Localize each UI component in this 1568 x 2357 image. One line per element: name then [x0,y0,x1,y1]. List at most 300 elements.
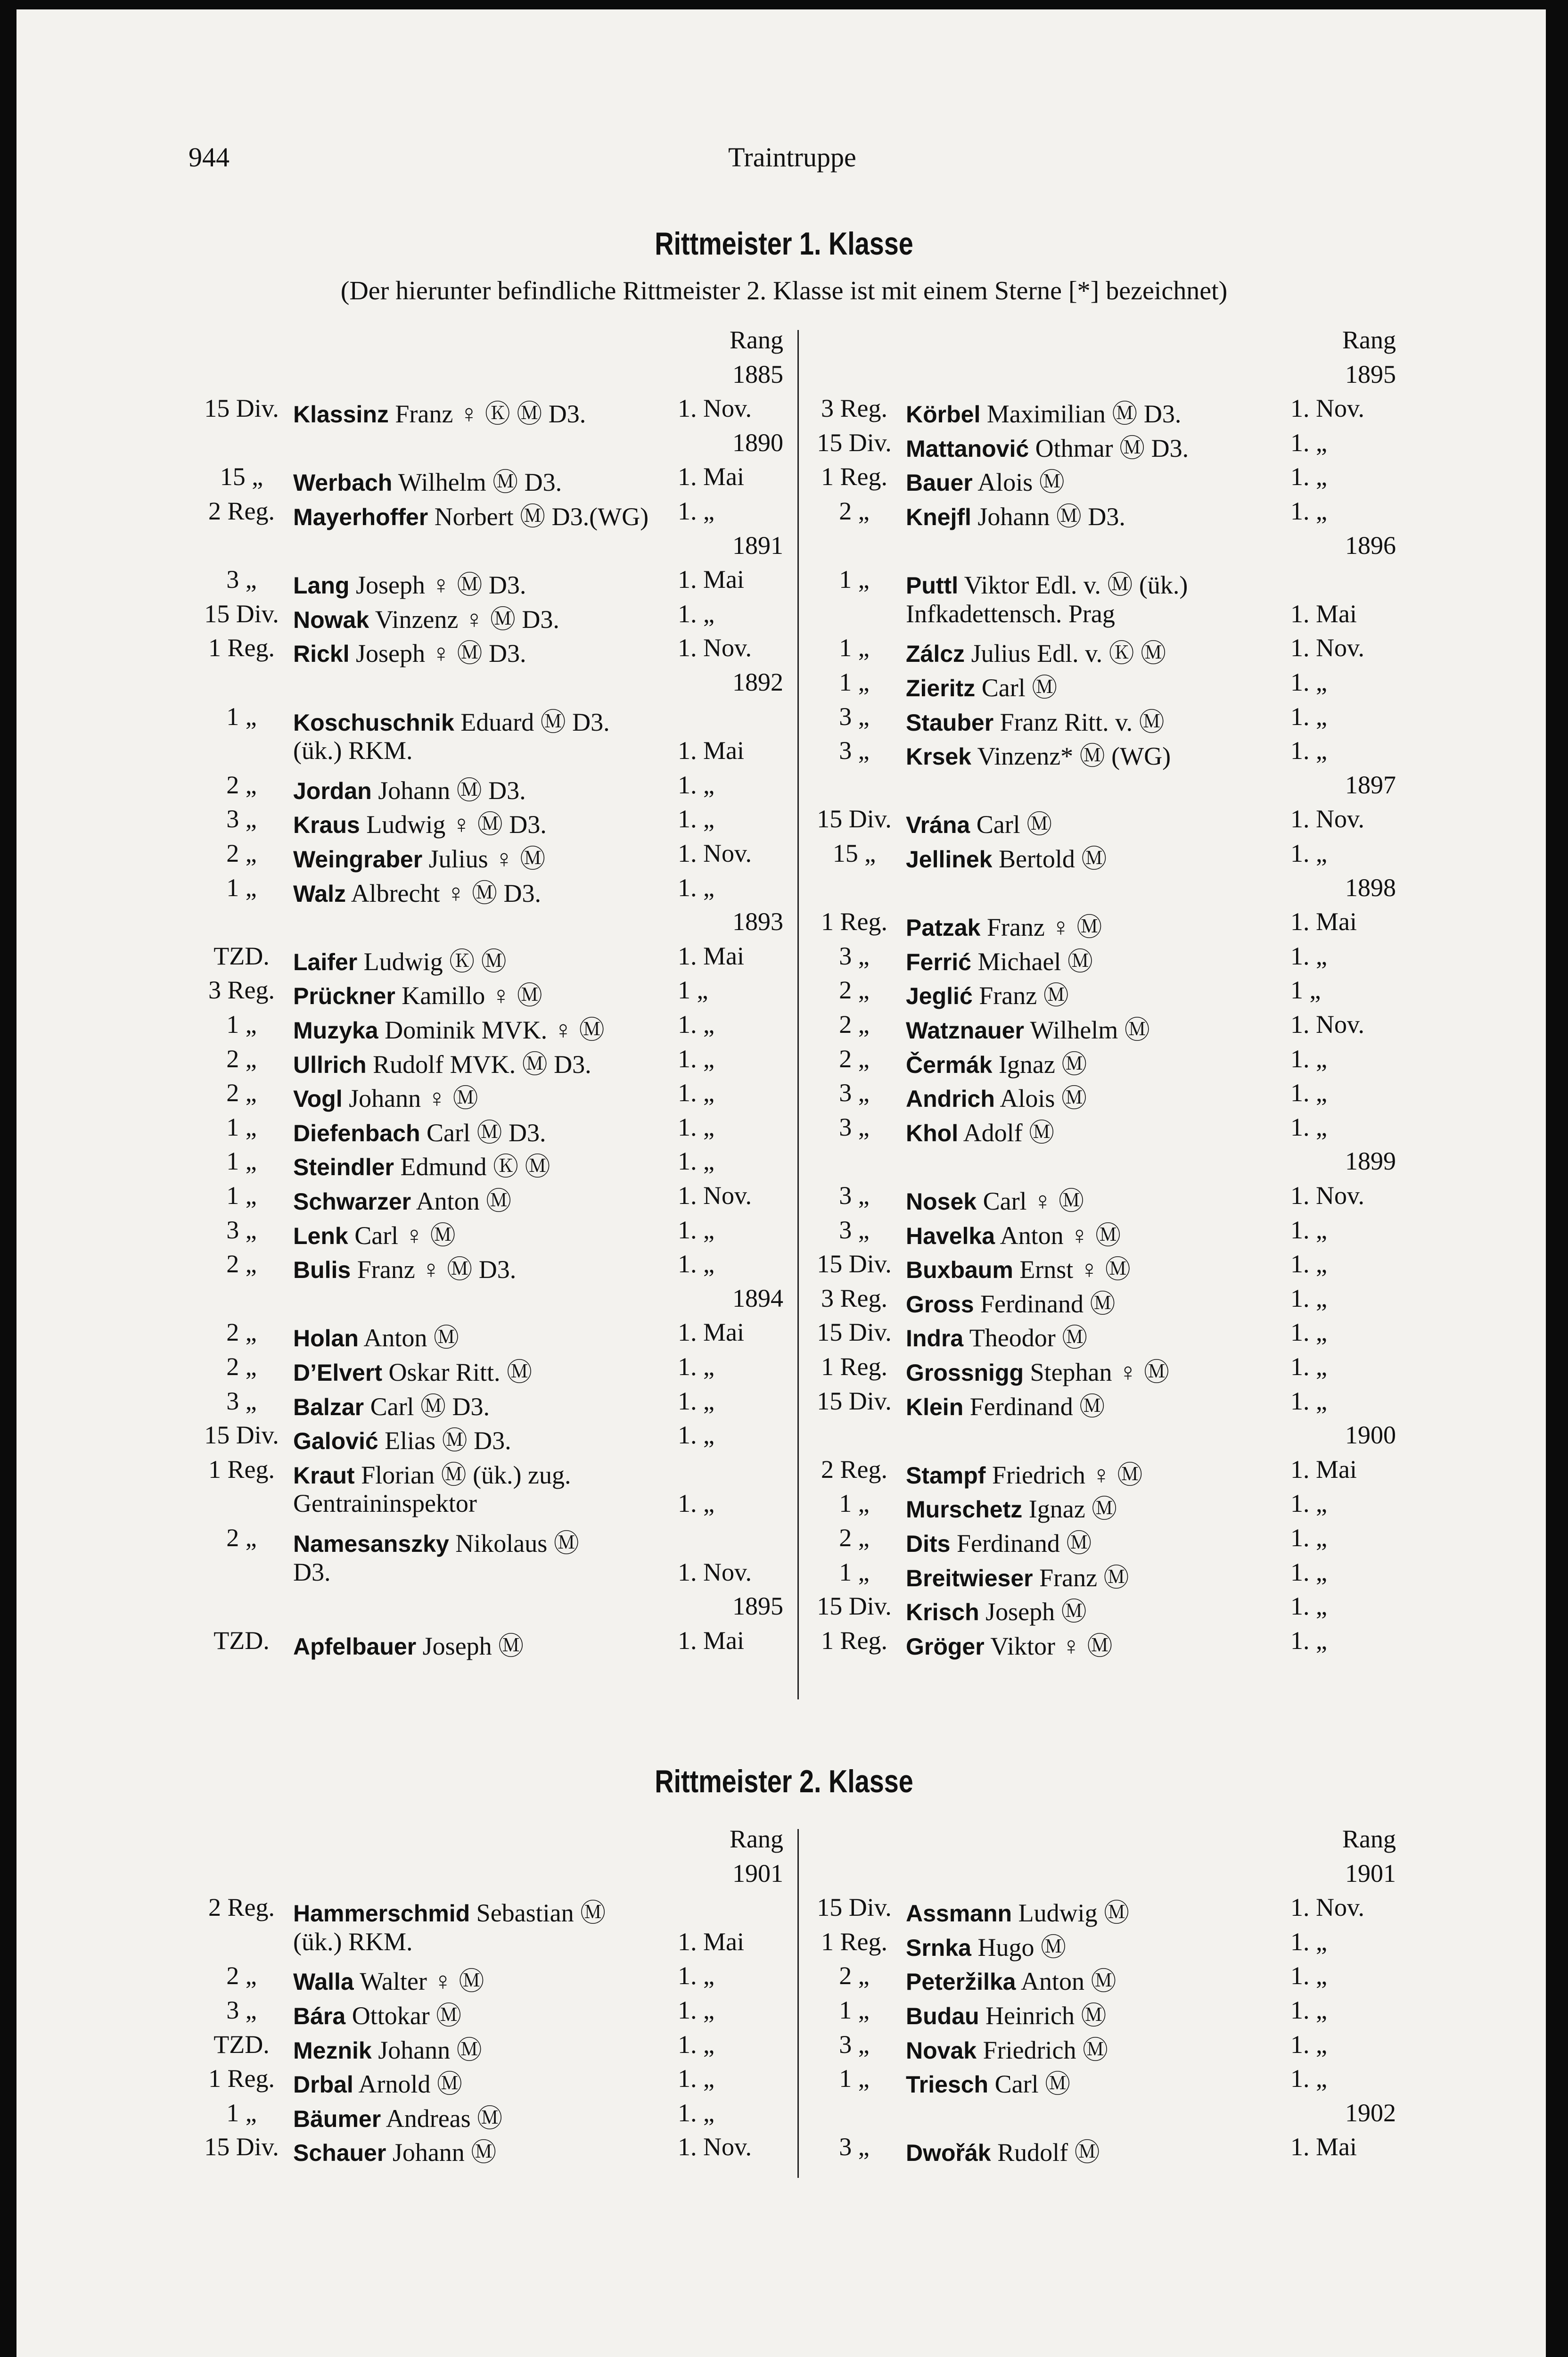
surname: Holan [293,1325,359,1352]
rank-date: 1. Nov. [1290,805,1364,833]
surname: Prückner [293,983,395,1010]
name-details: Ferdinand Ⓜ [974,1289,1116,1318]
column-divider-2 [797,1829,799,2178]
roster-entry [189,1489,783,1523]
unit-label: 1 „ [839,1489,870,1518]
surname: Bára [293,2003,346,2029]
surname: Triesch [906,2071,989,2098]
name-details: Ottokar Ⓜ [345,2002,462,2030]
roster-entry [801,428,1396,462]
roster-entry [801,1318,1396,1352]
officer-name [906,2132,1100,2168]
roster-entry [189,1386,783,1420]
rank-date: 1. „ [1290,1113,1327,1141]
surname: Kraut [293,1462,355,1489]
officer-name [293,1489,477,1518]
roster-entry [801,1558,1396,1591]
surname: Bauer [906,470,973,496]
officer-name [293,873,541,909]
surname: Havelka [906,1222,995,1249]
unit-label: 1 Reg. [821,907,887,936]
rank-date: 1. „ [1290,1352,1327,1381]
officer-name [906,702,1165,738]
roster-entry [801,1455,1396,1489]
surname: Klein [906,1393,964,1420]
rank-date: 1. „ [678,1961,714,1990]
name-details: Vinzenz ♀ Ⓜ D3. [369,605,559,634]
unit-label: 15 „ [832,839,876,867]
name-details: (ük.) RKM. [293,736,413,765]
year-label: 1890 [732,428,783,457]
roster-entry [801,1181,1396,1215]
officer-name [906,565,1188,601]
rank-date: 1. „ [678,1010,714,1038]
officer-name [906,1113,1054,1149]
roster-entry [189,599,783,633]
unit-label: 2 „ [839,1010,870,1038]
officer-name [906,839,1107,875]
unit-label: 1 Reg. [208,2064,275,2093]
name-details: Maximilian Ⓜ D3. [980,400,1182,429]
rank-date: 1. „ [1290,1318,1327,1347]
year-heading [189,360,783,394]
officer-name [293,804,547,841]
unit-label: 3 „ [839,2030,870,2059]
unit-label: 3 „ [839,736,870,765]
name-details: Adolf Ⓜ [958,1118,1055,1147]
surname: Hammerschmid [293,1900,470,1927]
rank-date: 1 „ [678,976,708,1005]
surname: Ferrić [906,948,971,975]
surname: Zieritz [906,675,976,701]
name-details: Carl Ⓜ D3. [364,1392,490,1421]
surname: Bulis [293,1257,351,1284]
rank-date: 1. „ [1290,1558,1327,1586]
roster-entry [801,907,1396,941]
roster-entry [801,1591,1396,1625]
officer-name [906,804,1052,841]
officer-name [293,975,542,1012]
roster-entry [801,702,1396,736]
surname: Čermák [906,1051,993,1078]
rank-date: 1. Nov. [678,839,752,867]
year-heading [801,1146,1396,1180]
unit-label: 1 „ [839,634,870,662]
officer-name [906,736,1171,772]
rank-date: 1. „ [678,1421,714,1450]
name-details: Stephan ♀ Ⓜ [1024,1358,1170,1386]
surname: Peteržilka [906,1969,1016,1995]
officer-name [293,2030,482,2066]
name-details: Carl ♀ Ⓜ [977,1187,1084,1215]
unit-label: 1 Reg. [208,634,275,662]
name-details: Ludwig Ⓜ [1012,1899,1130,1928]
year-heading [801,2098,1396,2132]
name-details: Walter ♀ Ⓜ [353,1967,484,1996]
surname: Gröger [906,1633,985,1660]
roster-entry [801,1078,1396,1112]
unit-label: 2 „ [226,1079,257,1107]
unit-label: 1 „ [839,1996,870,2024]
rang-label [189,325,783,359]
rank-date: 1. Nov. [678,634,752,662]
unit-label: 1 „ [226,1010,257,1038]
rank-date: 1. „ [1290,1592,1327,1621]
rank-date: 1. „ [1290,1079,1327,1107]
officer-name [906,1961,1116,1997]
rank-date: 1. „ [678,1250,714,1278]
roster-entry [801,462,1396,496]
unit-label: 1 Reg. [821,1626,887,1655]
name-details: Carl Ⓜ [970,810,1052,839]
year-label: 1891 [732,531,783,560]
rank-date: 1. Mai [1290,1455,1357,1483]
officer-name [293,496,649,533]
unit-label: 1 Reg. [821,1927,887,1956]
year-label: 1895 [1345,360,1396,388]
roster-entry [801,1927,1396,1961]
surname: Vogl [293,1086,343,1113]
officer-name [906,1523,1092,1559]
unit-label: 15 Div. [204,599,279,628]
officer-name [293,1318,459,1354]
rank-date: 1. „ [1290,1961,1327,1990]
surname: Jellinek [906,846,993,873]
rank-date: 1. Nov. [1290,634,1364,662]
year-label: 1900 [1345,1421,1396,1450]
name-details: Infkadettensch. Prag [906,599,1115,628]
rank-date: 1. „ [678,1489,714,1518]
rank-date: 1. Nov. [678,394,752,423]
name-details: Othmar Ⓜ D3. [1029,434,1189,462]
roster-entry [801,633,1396,667]
officer-name [293,1558,331,1587]
rank-date: 1. „ [1290,1250,1327,1278]
surname: Steindler [293,1154,394,1181]
rank-date: 1. „ [1290,736,1327,765]
surname: Muzyka [293,1017,378,1044]
roster-entry [801,804,1396,838]
roster-entry [189,633,783,667]
rank-date: 1. „ [1290,497,1327,525]
unit-label: 15 Div. [204,2133,279,2161]
year-label: 1897 [1345,770,1396,799]
officer-name [293,1927,413,1956]
officer-name [906,1352,1169,1388]
unit-label: 1 „ [839,565,870,594]
unit-label: 2 „ [226,1044,257,1073]
section-note: (Der hierunter befindliche Rittmeister 2. Klasse ist mit einem Sterne [*] bezeichnet) [340,276,1228,305]
officer-name [293,770,526,807]
rank-date: 1. „ [1290,1524,1327,1552]
year-heading [801,531,1396,565]
roster-entry [189,1044,783,1078]
name-details: Viktor ♀ Ⓜ [984,1632,1113,1660]
unit-label: 3 Reg. [208,976,275,1005]
officer-name [906,599,1115,628]
roster-entry [801,839,1396,873]
rank-date: 1. „ [678,2064,714,2093]
unit-label: 1 „ [226,702,257,731]
name-details: Wilhelm Ⓜ D3. [392,468,562,497]
officer-name [293,1893,606,1929]
rank-date: 1. Mai [678,941,744,970]
roster-entry [189,565,783,599]
roster-entry [189,1181,783,1215]
name-details: Carl Ⓜ [975,674,1058,702]
roster-entry [801,1113,1396,1146]
roster-entry [189,1523,783,1557]
surname: Krisch [906,1599,979,1626]
surname: Mayerhoffer [293,504,428,530]
name-details: Ignaz Ⓜ [1022,1495,1117,1524]
roster-entry [189,1113,783,1146]
officer-name [293,736,413,765]
roster-entry [801,565,1396,599]
roster-entry [189,1078,783,1112]
surname: Drbal [293,2071,353,2098]
name-details: Bertold Ⓜ [992,845,1107,873]
officer-name [293,1523,579,1559]
roster-entry [801,1626,1396,1660]
roster-entry [801,1961,1396,1995]
name-details: Franz ♀ Ⓜ D3. [351,1255,517,1284]
unit-label: TZD. [213,941,270,970]
name-details: Anton Ⓜ [358,1324,459,1352]
officer-name [293,702,610,738]
year-heading [801,1859,1396,1893]
roster-entry [189,1318,783,1352]
roster-entry [801,394,1396,428]
surname: Mattanović [906,435,1029,462]
surname: Bäumer [293,2105,381,2132]
rank-date: 1. „ [1290,462,1327,491]
year-label: 1899 [1345,1147,1396,1176]
officer-name [906,1591,1087,1628]
surname: Buxbaum [906,1257,1013,1284]
surname: Namesanszky [293,1531,449,1557]
roster-entry [189,1558,783,1591]
roster-entry [189,702,783,736]
unit-label: 1 Reg. [208,1455,275,1483]
officer-name [906,1215,1121,1252]
unit-label: 15 Div. [817,428,892,457]
name-details: Alois Ⓜ [994,1084,1087,1113]
roster-entry [801,2064,1396,2098]
roster-entry [189,839,783,873]
roster-entry [189,1249,783,1283]
name-details: Franz Ⓜ [972,981,1069,1010]
roster-entry [801,1352,1396,1386]
surname: Rickl [293,641,350,668]
rank-date: 1. Nov. [1290,1010,1364,1038]
roster-entry [801,1044,1396,1078]
surname: Vrána [906,812,970,839]
roster-entry [189,1215,783,1249]
officer-name [906,1995,1106,2032]
name-details: Wilhelm Ⓜ [1024,1016,1150,1044]
name-details: D3. [293,1558,331,1586]
year-heading [801,360,1396,394]
rank-date: 1. „ [678,1044,714,1073]
roster-entry [189,2098,783,2132]
rank-date: 1. „ [1290,1044,1327,1073]
surname: Jordan [293,777,372,804]
officer-name [293,633,526,669]
name-details: Franz Ritt. v. Ⓜ [993,708,1165,736]
unit-label: 1 Reg. [821,1352,887,1381]
rank-date: 1. Mai [678,1927,744,1956]
roster-entry [801,1010,1396,1044]
officer-name [293,1113,546,1149]
surname: Balzar [293,1393,364,1420]
name-details: Albrecht ♀ Ⓜ D3. [346,879,541,907]
unit-label: 3 „ [839,1181,870,1210]
unit-label: 3 „ [839,2133,870,2161]
surname: Lenk [293,1222,348,1249]
officer-name [906,462,1065,498]
surname: Galović [293,1428,378,1455]
name-details: Arnold Ⓜ [353,2070,462,2099]
name-details: Hugo Ⓜ [971,1933,1066,1961]
surname: Apfelbauer [293,1633,417,1660]
officer-name [293,1215,456,1252]
rang-label [801,1824,1396,1858]
roster-entry [801,1893,1396,1927]
roster-entry [189,1961,783,1995]
surname: Stauber [906,709,994,736]
name-details: Johann Ⓜ D3. [371,776,526,805]
roster-entry [801,1249,1396,1283]
rank-date: 1. Nov. [1290,1893,1364,1922]
officer-name [293,1249,516,1286]
officer-name [906,1010,1150,1046]
officer-name [293,1626,524,1662]
surname: Laifer [293,948,358,975]
roster-entry [801,975,1396,1009]
surname: Novak [906,2037,977,2064]
roster-entry [189,1010,783,1044]
unit-label: 1 „ [226,2098,257,2127]
name-details: Rudolf Ⓜ [991,2138,1100,2167]
rank-date: 1. „ [678,1113,714,1141]
unit-label: 1 Reg. [821,462,887,491]
rank-date: 1. „ [1290,2030,1327,2059]
unit-label: 15 „ [220,462,263,491]
rank-date: 1. „ [678,1147,714,1176]
roster-entry [801,599,1396,633]
name-details: Carl Ⓜ [988,2070,1071,2099]
unit-label: 15 Div. [817,805,892,833]
roster-entry [801,1284,1396,1318]
officer-name [906,1044,1087,1080]
officer-name [906,2030,1108,2066]
rank-date: 1. „ [678,497,714,525]
name-details: Heinrich Ⓜ [979,2002,1107,2030]
officer-name [906,1489,1117,1525]
year-heading [801,873,1396,907]
year-heading [189,1859,783,1893]
name-details: Eduard Ⓜ D3. [454,708,610,736]
unit-label: 1 „ [839,1558,870,1586]
name-details: Nikolaus Ⓜ [449,1529,579,1558]
year-label: 1901 [732,1859,783,1887]
year-label: 1896 [1345,531,1396,560]
rank-date: 1. „ [1290,2064,1327,2093]
unit-label: 2 Reg. [821,1455,887,1483]
name-details: Johann Ⓜ [371,2036,482,2064]
officer-name [906,496,1125,533]
rank-date: 1. „ [678,1352,714,1381]
officer-name [906,975,1069,1012]
year-heading [189,1591,783,1625]
unit-label: 3 „ [839,1079,870,1107]
officer-name [906,1249,1131,1286]
rank-date: 1. „ [678,2098,714,2127]
year-heading [189,428,783,462]
name-details: Gentraininspektor [293,1489,477,1518]
officer-name [293,2132,496,2168]
unit-label: 2 „ [839,1524,870,1552]
rang-heading: Rang [730,1825,783,1853]
unit-label: 2 „ [226,1352,257,1381]
year-heading [801,1420,1396,1454]
surname: Stampf [906,1462,986,1489]
rank-date: 1. „ [1290,1215,1327,1244]
rank-date: 1. „ [1290,1626,1327,1655]
surname: Walz [293,880,346,907]
name-details: Anton Ⓜ [411,1187,512,1215]
roster-entry [801,1995,1396,2029]
name-details: Alois Ⓜ [972,468,1065,497]
officer-name [906,1558,1129,1594]
year-heading [189,907,783,941]
surname: Andrich [906,1086,995,1113]
surname: Weingraber [293,846,423,873]
officer-name [906,941,1093,978]
officer-name [906,2064,1070,2100]
name-details: Andreas Ⓜ [381,2104,503,2133]
rank-date: 1. Mai [678,1626,744,1655]
rank-date: 1. „ [1290,1927,1327,1956]
name-details: (ük.) RKM. [293,1927,413,1956]
rank-date: 1. Mai [678,736,744,765]
officer-name [906,1078,1087,1114]
officer-name [906,1181,1084,1217]
unit-label: 2 „ [839,497,870,525]
rank-date: 1. „ [1290,702,1327,731]
rank-date: 1. „ [678,1996,714,2024]
officer-name [293,1995,461,2032]
roster-entry [801,941,1396,975]
rank-date: 1. „ [678,2030,714,2059]
unit-label: 3 „ [839,702,870,731]
unit-label: 2 „ [839,1044,870,1073]
rank-date: 1. Nov. [678,1558,752,1586]
rank-date: 1. „ [1290,839,1327,867]
section-title-rittmeister-2: Rittmeister 2. Klasse [655,1764,913,1799]
name-details: Viktor Edl. v. Ⓜ (ük.) [958,571,1188,600]
unit-label: 15 Div. [817,1318,892,1347]
surname: Meznik [293,2037,372,2064]
surname: Grossnigg [906,1360,1024,1386]
unit-label: 2 Reg. [208,497,275,525]
unit-label: 3 „ [839,941,870,970]
surname: Assmann [906,1900,1012,1927]
roster-entry [801,1523,1396,1557]
surname: Diefenbach [293,1120,420,1146]
year-label: 1894 [732,1284,783,1312]
